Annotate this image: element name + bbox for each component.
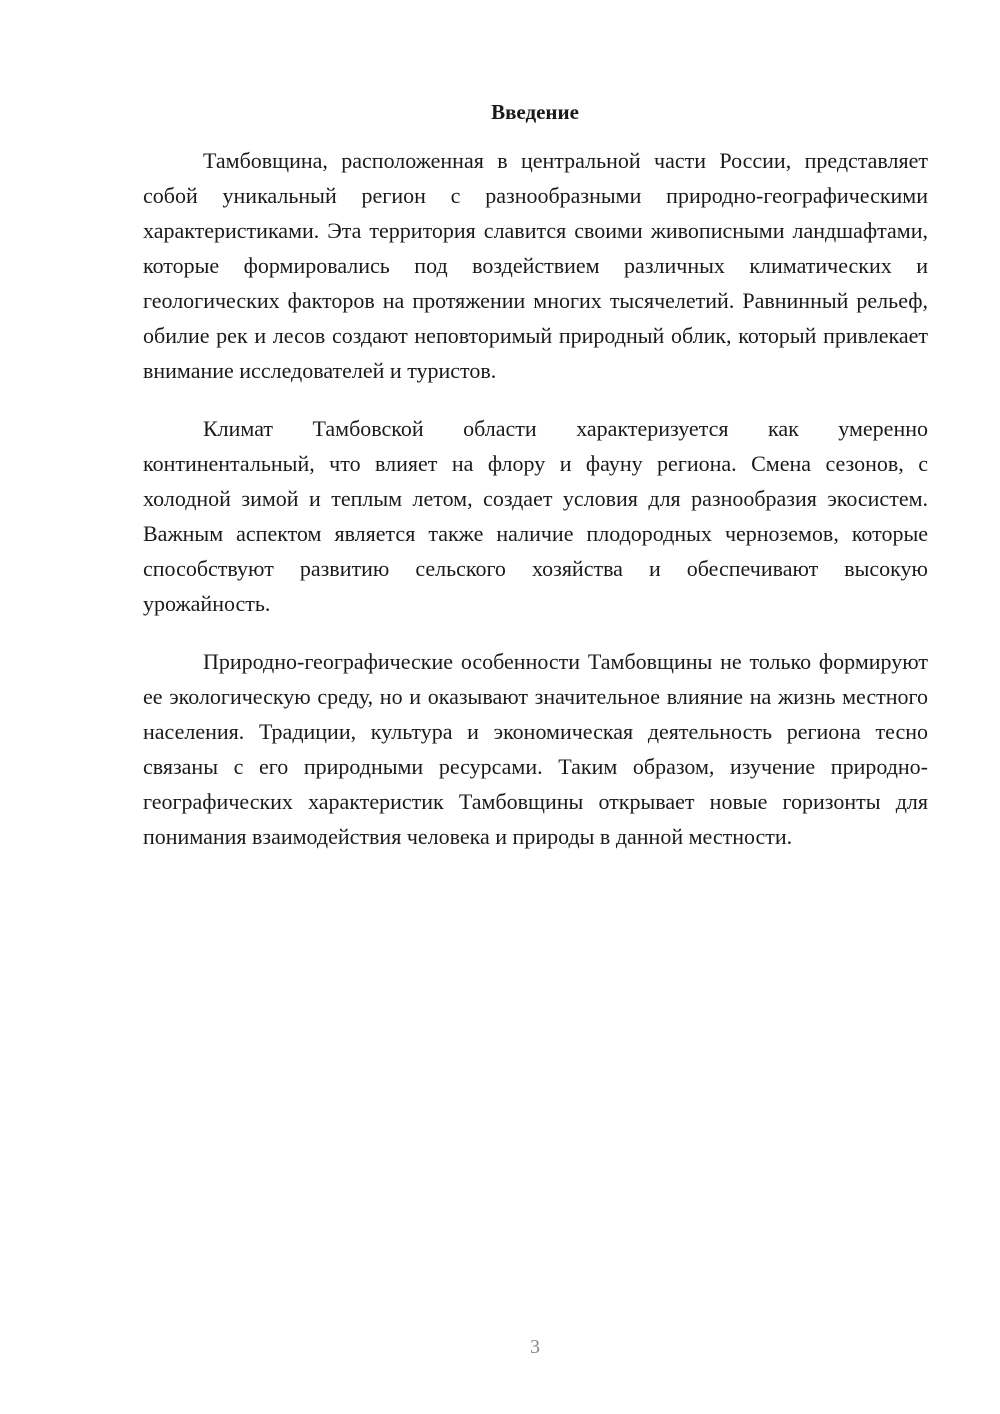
paragraph-1: Тамбовщина, расположенная в центральной части России, представляет собой уникальный регион с разнообразными природно-географическими характеристиками. Эта территория славится своими живописными ландшафтами, которые формировались под воздействием различных климатических и геологических факторов на протяжении многих тысячелетий. Равнинный рельеф, обилие рек и лесов создают неповторимый природный облик, который привлекает внимание исследователей и туристов. bbox=[143, 148, 928, 383]
paragraph-2: Климат Тамбовской области характеризуется как умеренно континентальный, что влияет на флору и фауну региона. Смена сезонов, с холодной зимой и теплым летом, создает условия для разнообразия экосистем. Важным аспектом является также наличие плодородных черноземов, которые способствуют развитию сельского хозяйства и обеспечивают высокую урожайность. bbox=[143, 416, 928, 616]
page-number: 3 bbox=[530, 1336, 540, 1358]
paragraph-3: Природно-географические особенности Тамбовщины не только формируют ее экологическую среду, но и оказывают значительное влияние на жизнь местного населения. Традиции, культура и экономическая деятельность региона тесно связаны с его природными ресурсами. Таким образом, изучение природно-географических характеристик Тамбовщины открывает новые горизонты для понимания взаимодействия человека и природы в данной местности. bbox=[143, 649, 928, 849]
section-title: Введение bbox=[491, 100, 579, 124]
body-text bbox=[143, 143, 928, 877]
